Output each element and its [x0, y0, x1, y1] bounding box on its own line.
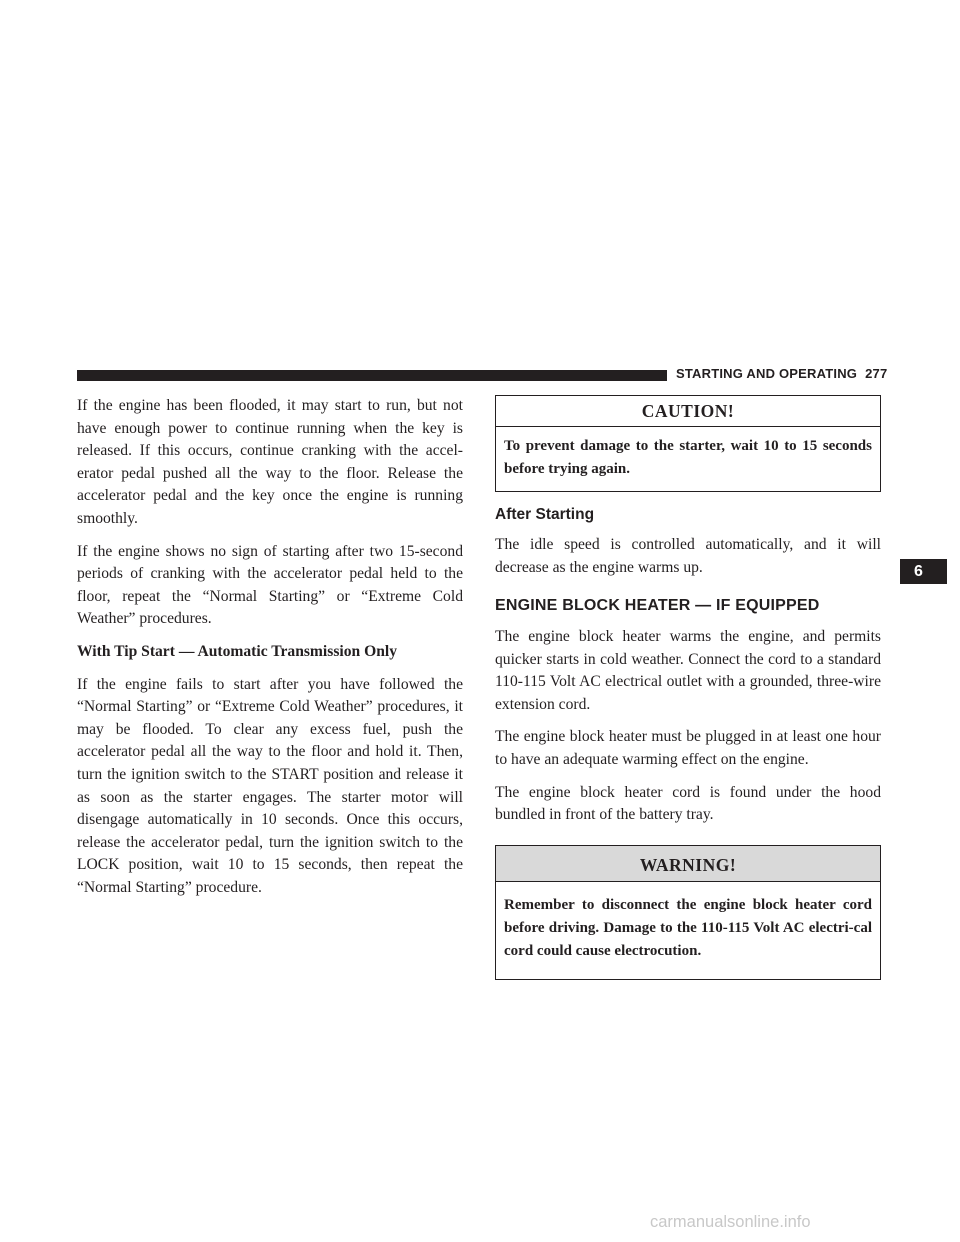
paragraph-block-heater-1: The engine block heater warms the engine, and permits quicker starts in cold weather. Connect the cord to a standard 110-115 Volt AC electrical outlet with a grounded, three-wire extension cord. [495, 627, 881, 713]
paragraph-block-heater-3: The engine block heater cord is found under the hood bundled in front of the battery tray. [495, 783, 881, 824]
paragraph-tip-start: If the engine fails to start after you have followed the “Normal Starting” or “Extreme Cold Weather” procedures, it may be flooded. To clear any excess fuel, push the accelerator pedal all the way to the floor and hold it. Then, turn the ignition switch to the START position and release it as soon as the starter engages. The starter motor will disengage automatically in 10 seconds. Once this occurs, release the accelerator pedal, turn the ignition switch to the LOCK position, wait 10 to 15 seconds, then repeat the “Normal Starting” procedure. [77, 675, 463, 896]
paragraph-block-heater-2: The engine block heater must be plugged in at least one hour to have an adequate warming effect on the engine. [495, 728, 881, 768]
warning-box [495, 845, 881, 981]
paragraph-flooded: If the engine has been flooded, it may start to run, but not have enough power to continue running when the key is released. If this occurs, continue cranking with the accel-erator pedal pushed all the way to the floor. Release the accelerator pedal and the key once the engine is running smoothly. [77, 397, 463, 527]
paragraph-no-start: If the engine shows no sign of starting after two 15-second periods of cranking with the accelerator pedal held to the floor, repeat the “Normal Starting” or “Extreme Cold Weather” procedures. [77, 542, 463, 628]
caution-body: To prevent damage to the starter, wait 10 to 15 seconds before trying again. [504, 437, 872, 477]
watermark: carmanualsonline.info [650, 1213, 811, 1231]
header-rule [77, 370, 667, 381]
subheading-tip-start: With Tip Start — Automatic Transmission Only [77, 642, 398, 660]
section-title: STARTING AND OPERATING [676, 366, 858, 381]
heading-after-starting: After Starting [495, 505, 595, 523]
page-number: 277 [865, 366, 888, 381]
chapter-tab: 6 [900, 559, 947, 584]
running-header [676, 366, 887, 381]
caution-box [495, 395, 881, 492]
heading-block-heater: ENGINE BLOCK HEATER — IF EQUIPPED [495, 597, 820, 615]
caution-title: CAUTION! [496, 396, 880, 427]
warning-body: Remember to disconnect the engine block heater cord before driving. Damage to the 110-115 Volt AC electri-cal cord could cause electrocution. [504, 897, 872, 960]
right-column [495, 395, 881, 992]
left-column [77, 395, 463, 909]
paragraph-after-starting: The idle speed is controlled automatically, and it will decrease as the engine warms up. [495, 536, 881, 576]
warning-title: WARNING! [496, 846, 880, 883]
